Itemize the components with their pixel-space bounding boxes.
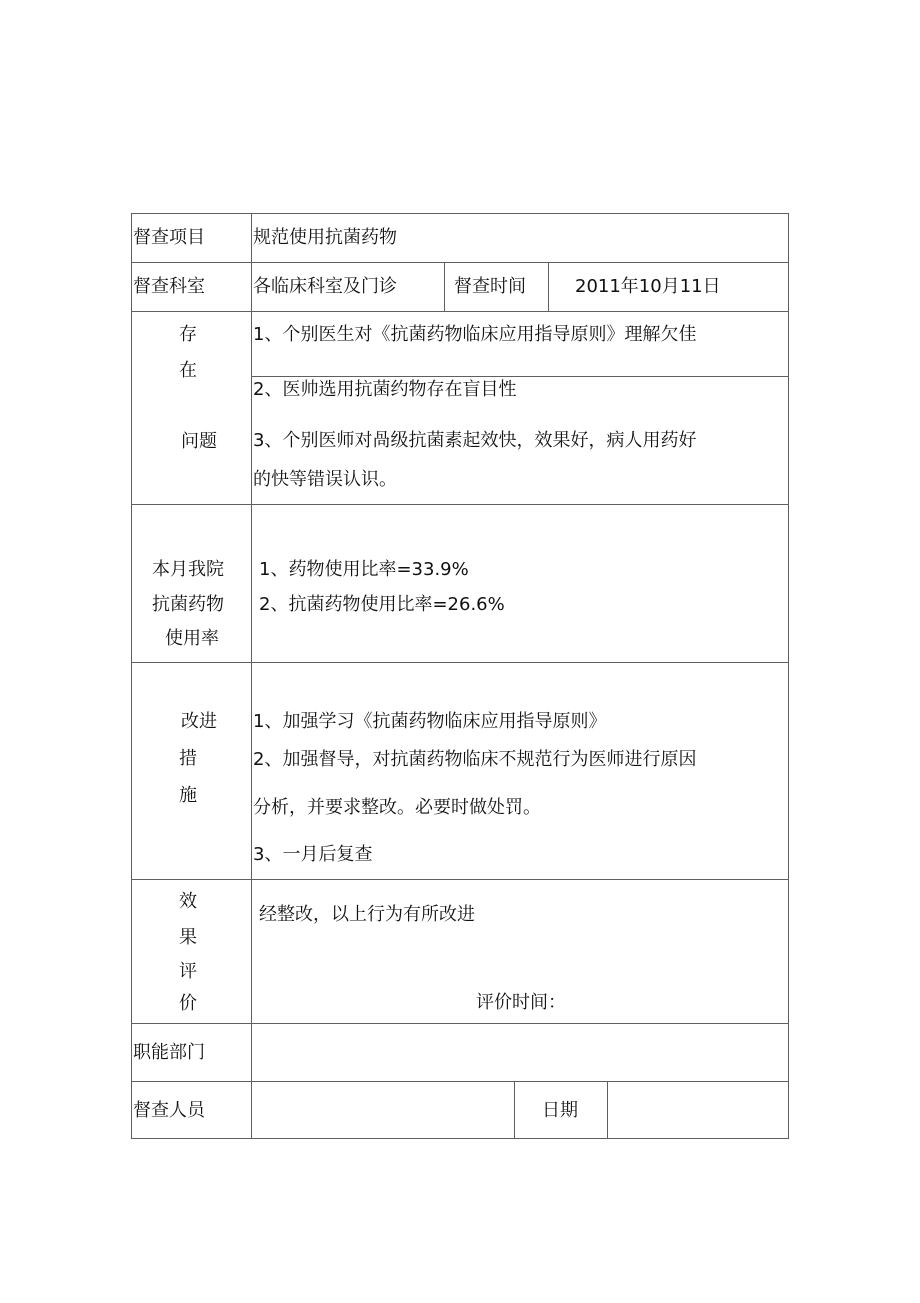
inspection-time-value: 2011年10月11日 (575, 276, 721, 297)
improvement-item: 1、加强学习《抗菌药物临床应用指导原则》 (253, 711, 607, 732)
usage-label-line: 本月我院 (152, 559, 224, 580)
improvement-label-line: 施 (179, 785, 197, 806)
issues-label-line: 问题 (181, 431, 217, 452)
usage-label-line: 使用率 (165, 628, 219, 649)
improvement-label-line: 措 (179, 748, 197, 769)
evaluation-label-line: 价 (179, 993, 197, 1014)
department-label: 督查科室 (133, 276, 205, 297)
improvement-item: 3、一月后复查 (253, 844, 373, 865)
column-divider (444, 262, 445, 311)
improvement-label-line: 改进 (181, 711, 217, 732)
row-divider (131, 311, 789, 312)
row-divider (131, 262, 789, 263)
row-divider (131, 1081, 789, 1082)
inspection-time-label: 督查时间 (454, 276, 526, 297)
row-divider (251, 376, 789, 377)
usage-item: 1、药物使用比率=33.9% (259, 559, 469, 580)
project-label: 督查项目 (133, 227, 205, 248)
column-divider (514, 1081, 515, 1139)
evaluation-label-line: 评 (179, 961, 197, 982)
functional-department-label: 职能部门 (133, 1042, 205, 1063)
issue-item: 2、医帅选用抗菌约物存在盲目性 (253, 379, 517, 400)
row-divider (131, 504, 789, 505)
row-divider (131, 879, 789, 880)
department-value: 各临床科室及门诊 (253, 276, 397, 297)
column-divider (607, 1081, 608, 1139)
evaluation-label-line: 果 (179, 927, 197, 948)
evaluation-result: 经整改，以上行为有所改进 (259, 904, 475, 925)
issue-item: 的快等错误认识。 (253, 469, 397, 490)
issue-item: 1、个别医生对《抗菌药物临床应用指导原则》理解欠佳 (253, 324, 697, 345)
usage-label-line: 抗菌药物 (152, 594, 224, 615)
usage-item: 2、抗菌药物使用比率=26.6% (259, 594, 505, 615)
evaluation-label-line: 效 (179, 891, 197, 912)
inspector-label: 督查人员 (133, 1100, 205, 1121)
row-divider (131, 662, 789, 663)
table-border-bottom (131, 1138, 789, 1139)
table-border-top (131, 213, 789, 214)
date-label: 日期 (542, 1100, 578, 1121)
evaluation-time-label: 评价时间： (476, 992, 566, 1013)
column-divider (548, 262, 549, 311)
issues-label-line: 存 (179, 324, 197, 345)
row-divider (131, 1023, 789, 1024)
improvement-item: 2、加强督导，对抗菌药物临床不规范行为医师进行原因 (253, 749, 697, 770)
improvement-item: 分析，并要求整改。必要时做处罚。 (253, 797, 541, 818)
table-border-left (131, 213, 132, 1139)
table-border-right (788, 213, 789, 1139)
project-value: 规范使用抗菌药物 (253, 227, 397, 248)
issues-label-line: 在 (179, 360, 197, 381)
column-divider (251, 213, 252, 1139)
issue-item: 3、个别医师对咼级抗菌素起效快，效果好，病人用药好 (253, 430, 697, 451)
